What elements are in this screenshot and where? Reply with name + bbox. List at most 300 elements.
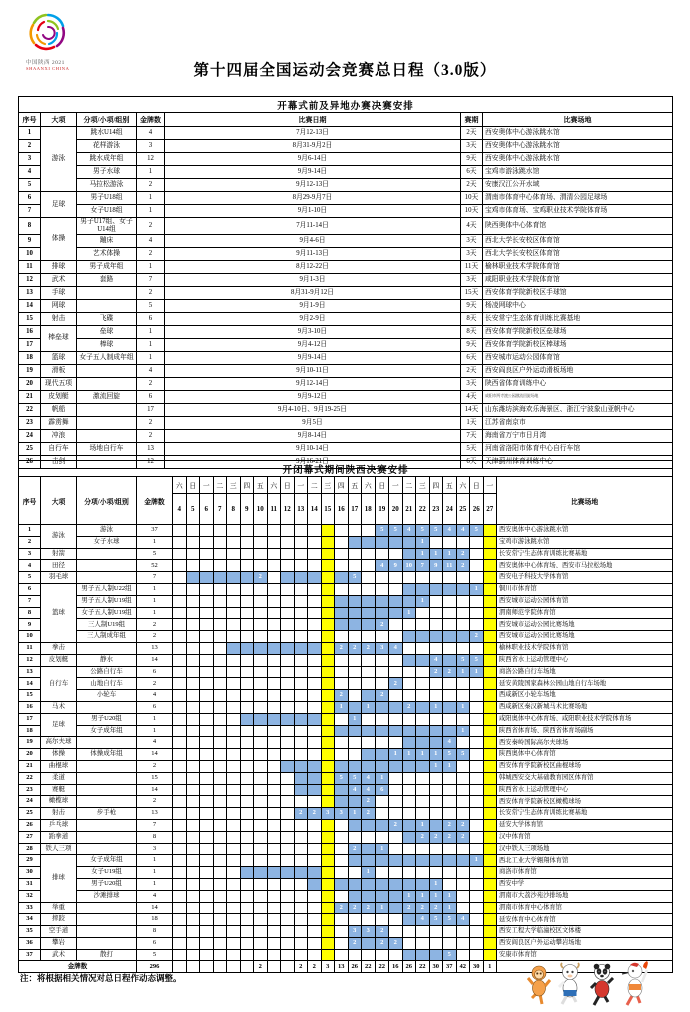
schedule-day-cell: 1 (402, 890, 416, 902)
row-number-cell: 2 (19, 536, 41, 548)
date-cell: 9月8-14日 (165, 429, 461, 442)
table2-row (19, 525, 673, 537)
schedule-day-cell (281, 867, 295, 879)
schedule-day-cell (281, 926, 295, 938)
table1-row (19, 192, 673, 205)
schedule-day-cell (348, 583, 362, 595)
venue-cell: 西安体育学院新校区棒球场 (483, 338, 673, 351)
venue-cell: 海南省万宁市日月湾 (483, 429, 673, 442)
schedule-day-cell (294, 831, 308, 843)
schedule-day-cell: 2 (429, 831, 443, 843)
row-number-cell: 21 (19, 760, 41, 772)
schedule-day-cell (294, 949, 308, 961)
schedule-day-cell (375, 678, 389, 690)
schedule-day-cell (335, 654, 349, 666)
schedule-day-cell (429, 713, 443, 725)
date-cell: 9月9-14日 (165, 166, 461, 179)
schedule-day-cell (294, 690, 308, 702)
schedule-day-cell (308, 583, 322, 595)
schedule-day-cell: 2 (456, 831, 470, 843)
event-cell: 静水 (77, 654, 137, 666)
schedule-day-cell (254, 902, 268, 914)
schedule-day-cell (483, 642, 497, 654)
event-cell: 三人制U19组 (77, 619, 137, 631)
schedule-day-cell: 2 (456, 560, 470, 572)
venue-cell: 西安城市运动公园体育馆 (497, 595, 673, 607)
schedule-day-cell (281, 878, 295, 890)
schedule-day-cell (321, 843, 335, 855)
event-cell: 男子水球 (77, 166, 137, 179)
schedule-day-cell (173, 678, 187, 690)
schedule-day-cell (362, 855, 376, 867)
sport-cell: 橄榄球 (41, 796, 77, 808)
schedule-day-cell: 1 (402, 607, 416, 619)
event-cell (77, 737, 137, 749)
schedule-day-cell (362, 831, 376, 843)
schedule-day-cell (173, 914, 187, 926)
schedule-day-cell (348, 737, 362, 749)
row-number-cell: 22 (19, 772, 41, 784)
duration-cell: 11天 (461, 260, 483, 273)
schedule-day-cell (402, 784, 416, 796)
schedule-day-cell: 2 (335, 902, 349, 914)
schedule-day-cell (416, 583, 430, 595)
games-emblem-icon (26, 12, 70, 52)
sport-cell: 皮划艇 (41, 390, 77, 403)
schedule-day-cell (281, 760, 295, 772)
schedule-day-cell (213, 701, 227, 713)
sport-cell: 武术 (41, 949, 77, 961)
schedule-day-cell (213, 831, 227, 843)
schedule-day-cell (281, 525, 295, 537)
schedule-day-cell (173, 595, 187, 607)
schedule-day-cell (308, 690, 322, 702)
gold-count-cell: 3 (137, 843, 173, 855)
schedule-day-cell (348, 819, 362, 831)
col-header-venue: 比赛场地 (497, 477, 673, 525)
sport-cell: 霹雳舞 (41, 416, 77, 429)
schedule-day-cell (254, 536, 268, 548)
schedule-day-cell: 1 (443, 890, 457, 902)
schedule-day-cell (402, 949, 416, 961)
schedule-day-cell: 2 (375, 926, 389, 938)
schedule-day-cell (443, 619, 457, 631)
gold-count-cell: 1 (137, 583, 173, 595)
schedule-day-cell (240, 619, 254, 631)
mascot-takin-icon (559, 963, 579, 1004)
venue-cell: 杨凌网球中心 (483, 299, 673, 312)
schedule-day-cell (335, 937, 349, 949)
schedule-day-cell (173, 949, 187, 961)
event-cell: 男子成年组 (77, 260, 137, 273)
schedule-day-cell (483, 572, 497, 584)
schedule-day-cell (429, 867, 443, 879)
table2-row (19, 713, 673, 725)
schedule-day-cell (186, 878, 200, 890)
schedule-day-cell (416, 949, 430, 961)
event-cell: 飞碟 (77, 312, 137, 325)
schedule-day-cell (375, 878, 389, 890)
table2-row (19, 737, 673, 749)
venue-cell: 西安中学 (497, 878, 673, 890)
schedule-day-cell: 2 (294, 961, 308, 973)
venue-cell: 天津蓟州体育训练中心 (483, 455, 673, 468)
schedule-day-cell (254, 642, 268, 654)
schedule-day-cell (389, 737, 403, 749)
schedule-day-cell: 10 (402, 560, 416, 572)
schedule-day-cell (402, 737, 416, 749)
schedule-day-cell (227, 572, 241, 584)
event-cell: 跳水成年组 (77, 153, 137, 166)
schedule-day-cell (470, 678, 484, 690)
schedule-day-cell (227, 855, 241, 867)
table1-row (19, 234, 673, 247)
table2-row (19, 914, 673, 926)
schedule-day-cell (443, 937, 457, 949)
schedule-day-cell (213, 572, 227, 584)
schedule-day-cell (416, 867, 430, 879)
sport-cell: 体操 (41, 749, 77, 761)
event-cell (77, 429, 137, 442)
row-number-cell: 15 (19, 312, 41, 325)
schedule-day-cell (200, 760, 214, 772)
schedule-day-cell (186, 737, 200, 749)
schedule-day-cell (254, 631, 268, 643)
schedule-day-cell (281, 572, 295, 584)
event-cell (77, 914, 137, 926)
schedule-day-cell (240, 607, 254, 619)
event-cell (77, 772, 137, 784)
schedule-day-cell (267, 548, 281, 560)
schedule-day-cell (186, 796, 200, 808)
schedule-day-cell (335, 749, 349, 761)
schedule-day-cell (294, 713, 308, 725)
schedule-day-cell (321, 631, 335, 643)
schedule-day-cell (213, 690, 227, 702)
schedule-day-cell (470, 890, 484, 902)
date-cell: 9月2-9日 (165, 312, 461, 325)
schedule-day-cell (213, 666, 227, 678)
schedule-day-cell (240, 855, 254, 867)
schedule-day-cell (254, 690, 268, 702)
sport-cell: 举重 (41, 902, 77, 914)
schedule-day-cell (456, 878, 470, 890)
schedule-day-cell (227, 949, 241, 961)
date-cell: 7月12-13日 (165, 127, 461, 140)
schedule-day-cell (308, 878, 322, 890)
event-cell: 跳水U14组 (77, 127, 137, 140)
date-cell: 9月10-14日 (165, 442, 461, 455)
schedule-day-cell (402, 619, 416, 631)
gold-count-cell: 18 (137, 914, 173, 926)
schedule-day-cell (240, 737, 254, 749)
schedule-day-cell (389, 760, 403, 772)
schedule-day-cell (200, 560, 214, 572)
schedule-day-cell (335, 595, 349, 607)
schedule-day-cell (429, 619, 443, 631)
schedule-day-cell (416, 772, 430, 784)
col-header-venue: 比赛场地 (483, 113, 673, 127)
schedule-day-cell (308, 701, 322, 713)
event-cell: 女子U19组 (77, 867, 137, 879)
schedule-day-cell (456, 595, 470, 607)
gold-count-cell: 2 (137, 247, 165, 260)
schedule-day-cell (389, 914, 403, 926)
schedule-day-cell (375, 713, 389, 725)
schedule-day-cell (267, 666, 281, 678)
schedule-day-cell (294, 642, 308, 654)
date-cell: 9月3-10日 (165, 325, 461, 338)
schedule-day-cell (173, 560, 187, 572)
schedule-day-cell: 1 (483, 961, 497, 973)
table2-row (19, 678, 673, 690)
schedule-day-cell (240, 583, 254, 595)
schedule-day-cell (240, 525, 254, 537)
schedule-day-cell (483, 937, 497, 949)
schedule-day-cell (375, 607, 389, 619)
schedule-day-cell (429, 796, 443, 808)
schedule-day-cell: 4 (443, 737, 457, 749)
schedule-day-cell (335, 536, 349, 548)
schedule-day-cell (294, 536, 308, 548)
schedule-day-cell (240, 914, 254, 926)
duration-cell: 10天 (461, 192, 483, 205)
schedule-day-cell (470, 843, 484, 855)
schedule-day-cell (470, 937, 484, 949)
date-header-cell: 8 (227, 494, 241, 525)
schedule-day-cell (200, 607, 214, 619)
schedule-day-cell (483, 678, 497, 690)
schedule-day-cell (200, 949, 214, 961)
event-cell (77, 760, 137, 772)
sport-cell: 排球 (41, 260, 77, 273)
schedule-day-cell (213, 642, 227, 654)
table2-row (19, 867, 673, 879)
footnote: 注：将根据相关情况对总日程作动态调整。 (20, 973, 182, 983)
table2-row (19, 843, 673, 855)
event-cell: 小轮车 (77, 690, 137, 702)
schedule-day-cell (173, 642, 187, 654)
schedule-day-cell (456, 690, 470, 702)
duration-cell: 3天 (461, 377, 483, 390)
schedule-day-cell (402, 572, 416, 584)
schedule-day-cell (443, 642, 457, 654)
event-cell: 散打 (77, 949, 137, 961)
venue-cell: 江苏省南京市 (483, 416, 673, 429)
schedule-day-cell (416, 607, 430, 619)
schedule-day-cell (267, 760, 281, 772)
venue-cell: 渭南市大荔沙苑沙排场地 (497, 890, 673, 902)
schedule-day-cell: 2 (348, 937, 362, 949)
row-number-cell: 19 (19, 737, 41, 749)
schedule-day-cell: 2 (456, 548, 470, 560)
schedule-day-cell (362, 595, 376, 607)
schedule-day-cell: 5 (470, 525, 484, 537)
gold-count-cell: 2 (137, 760, 173, 772)
schedule-day-cell (240, 642, 254, 654)
schedule-day-cell: 9 (389, 560, 403, 572)
schedule-day-cell: 2 (294, 808, 308, 820)
row-number-cell: 12 (19, 654, 41, 666)
schedule-day-cell (186, 536, 200, 548)
schedule-day-cell (416, 619, 430, 631)
row-number-cell: 21 (19, 390, 41, 403)
schedule-day-cell (402, 583, 416, 595)
weekday-header-cell: 一 (294, 477, 308, 494)
schedule-day-cell (267, 607, 281, 619)
schedule-day-cell (429, 808, 443, 820)
gold-count-cell: 1 (137, 595, 173, 607)
venue-cell: 商洛市体育馆 (497, 867, 673, 879)
schedule-day-cell: 1 (456, 666, 470, 678)
schedule-day-cell (402, 926, 416, 938)
sport-cell: 柔道 (41, 772, 77, 784)
row-number-cell: 8 (19, 218, 41, 235)
schedule-day-cell (348, 855, 362, 867)
gold-count-cell: 7 (137, 273, 165, 286)
schedule-day-cell (456, 784, 470, 796)
schedule-day-cell (483, 713, 497, 725)
schedule-day-cell (200, 701, 214, 713)
schedule-day-cell (308, 784, 322, 796)
schedule-day-cell (281, 772, 295, 784)
schedule-day-cell (173, 808, 187, 820)
schedule-day-cell (389, 666, 403, 678)
schedule-day-cell (240, 572, 254, 584)
schedule-day-cell (213, 890, 227, 902)
schedule-day-cell (402, 914, 416, 926)
schedule-day-cell (362, 949, 376, 961)
schedule-day-cell (186, 926, 200, 938)
schedule-day-cell (470, 796, 484, 808)
schedule-day-cell (470, 701, 484, 713)
schedule-day-cell: 1 (429, 878, 443, 890)
venue-cell: 宝鸡市游泳跳水馆 (497, 536, 673, 548)
schedule-day-cell (483, 914, 497, 926)
table1-row (19, 247, 673, 260)
schedule-day-cell: 1 (416, 595, 430, 607)
table1-row (19, 377, 673, 390)
schedule-day-cell (308, 678, 322, 690)
schedule-day-cell (294, 772, 308, 784)
schedule-day-cell (389, 725, 403, 737)
venue-cell: 延安体育中心体育馆 (497, 914, 673, 926)
schedule-day-cell (416, 572, 430, 584)
date-cell: 9月4-10日、9月19-25日 (165, 403, 461, 416)
table2-row (19, 595, 673, 607)
gold-count-cell: 2 (137, 678, 173, 690)
schedule-day-cell: 1 (443, 760, 457, 772)
schedule-day-cell (321, 749, 335, 761)
schedule-day-cell (375, 631, 389, 643)
sport-cell: 摔跤 (41, 914, 77, 926)
schedule-day-cell (213, 961, 227, 973)
schedule-day-cell (227, 525, 241, 537)
table1-row (19, 166, 673, 179)
table2-row (19, 654, 673, 666)
col-header-duration: 赛期 (461, 113, 483, 127)
schedule-day-cell (362, 536, 376, 548)
table2-row (19, 536, 673, 548)
schedule-day-cell: 1 (429, 890, 443, 902)
table1-section-row (19, 97, 673, 113)
schedule-day-cell (362, 725, 376, 737)
schedule-day-cell (348, 760, 362, 772)
schedule-day-cell (227, 583, 241, 595)
schedule-day-cell (281, 631, 295, 643)
schedule-day-cell (281, 796, 295, 808)
schedule-day-cell (294, 737, 308, 749)
schedule-day-cell (213, 749, 227, 761)
schedule-day-cell (483, 737, 497, 749)
schedule-day-cell (200, 831, 214, 843)
schedule-day-cell (294, 607, 308, 619)
schedule-day-cell (429, 926, 443, 938)
schedule-day-cell (416, 796, 430, 808)
schedule-day-cell (389, 631, 403, 643)
schedule-day-cell: 1 (429, 760, 443, 772)
schedule-day-cell (483, 631, 497, 643)
schedule-day-cell (308, 536, 322, 548)
row-number-cell: 7 (19, 205, 41, 218)
schedule-day-cell (348, 725, 362, 737)
gold-count-cell: 3 (137, 140, 165, 153)
venue-cell: 西安奥体中心游泳跳水馆 (497, 525, 673, 537)
schedule-day-cell (227, 808, 241, 820)
schedule-day-cell: 2 (443, 666, 457, 678)
date-header-cell: 20 (389, 494, 403, 525)
schedule-day-cell (294, 666, 308, 678)
schedule-day-cell: 2 (362, 642, 376, 654)
schedule-day-cell (429, 642, 443, 654)
sport-cell: 游泳 (41, 525, 77, 549)
schedule-day-cell (200, 902, 214, 914)
schedule-day-cell (281, 701, 295, 713)
row-number-cell: 22 (19, 403, 41, 416)
schedule-day-cell (227, 749, 241, 761)
schedule-day-cell (173, 690, 187, 702)
schedule-day-cell: 3 (362, 926, 376, 938)
schedule-day-cell (321, 937, 335, 949)
event-cell: 游泳 (77, 525, 137, 537)
schedule-day-cell (267, 725, 281, 737)
weekday-header-cell: 日 (375, 477, 389, 494)
schedule-day-cell: 1 (335, 701, 349, 713)
schedule-day-cell (294, 525, 308, 537)
event-cell (77, 701, 137, 713)
event-cell: 女子五人制U19组 (77, 607, 137, 619)
schedule-day-cell (335, 560, 349, 572)
schedule-day-cell (470, 642, 484, 654)
schedule-day-cell (375, 654, 389, 666)
schedule-day-cell (402, 631, 416, 643)
gold-count-cell: 52 (137, 560, 173, 572)
schedule-day-cell (281, 737, 295, 749)
schedule-day-cell (186, 701, 200, 713)
schedule-day-cell: 5 (335, 772, 349, 784)
schedule-day-cell (321, 642, 335, 654)
schedule-day-cell (213, 560, 227, 572)
table2-row (19, 607, 673, 619)
schedule-day-cell (240, 560, 254, 572)
schedule-day-cell (186, 690, 200, 702)
schedule-day-cell (308, 926, 322, 938)
schedule-day-cell (200, 855, 214, 867)
gold-count-cell: 1 (137, 536, 173, 548)
schedule-day-cell (429, 690, 443, 702)
duration-cell: 3天 (461, 273, 483, 286)
schedule-day-cell (335, 890, 349, 902)
